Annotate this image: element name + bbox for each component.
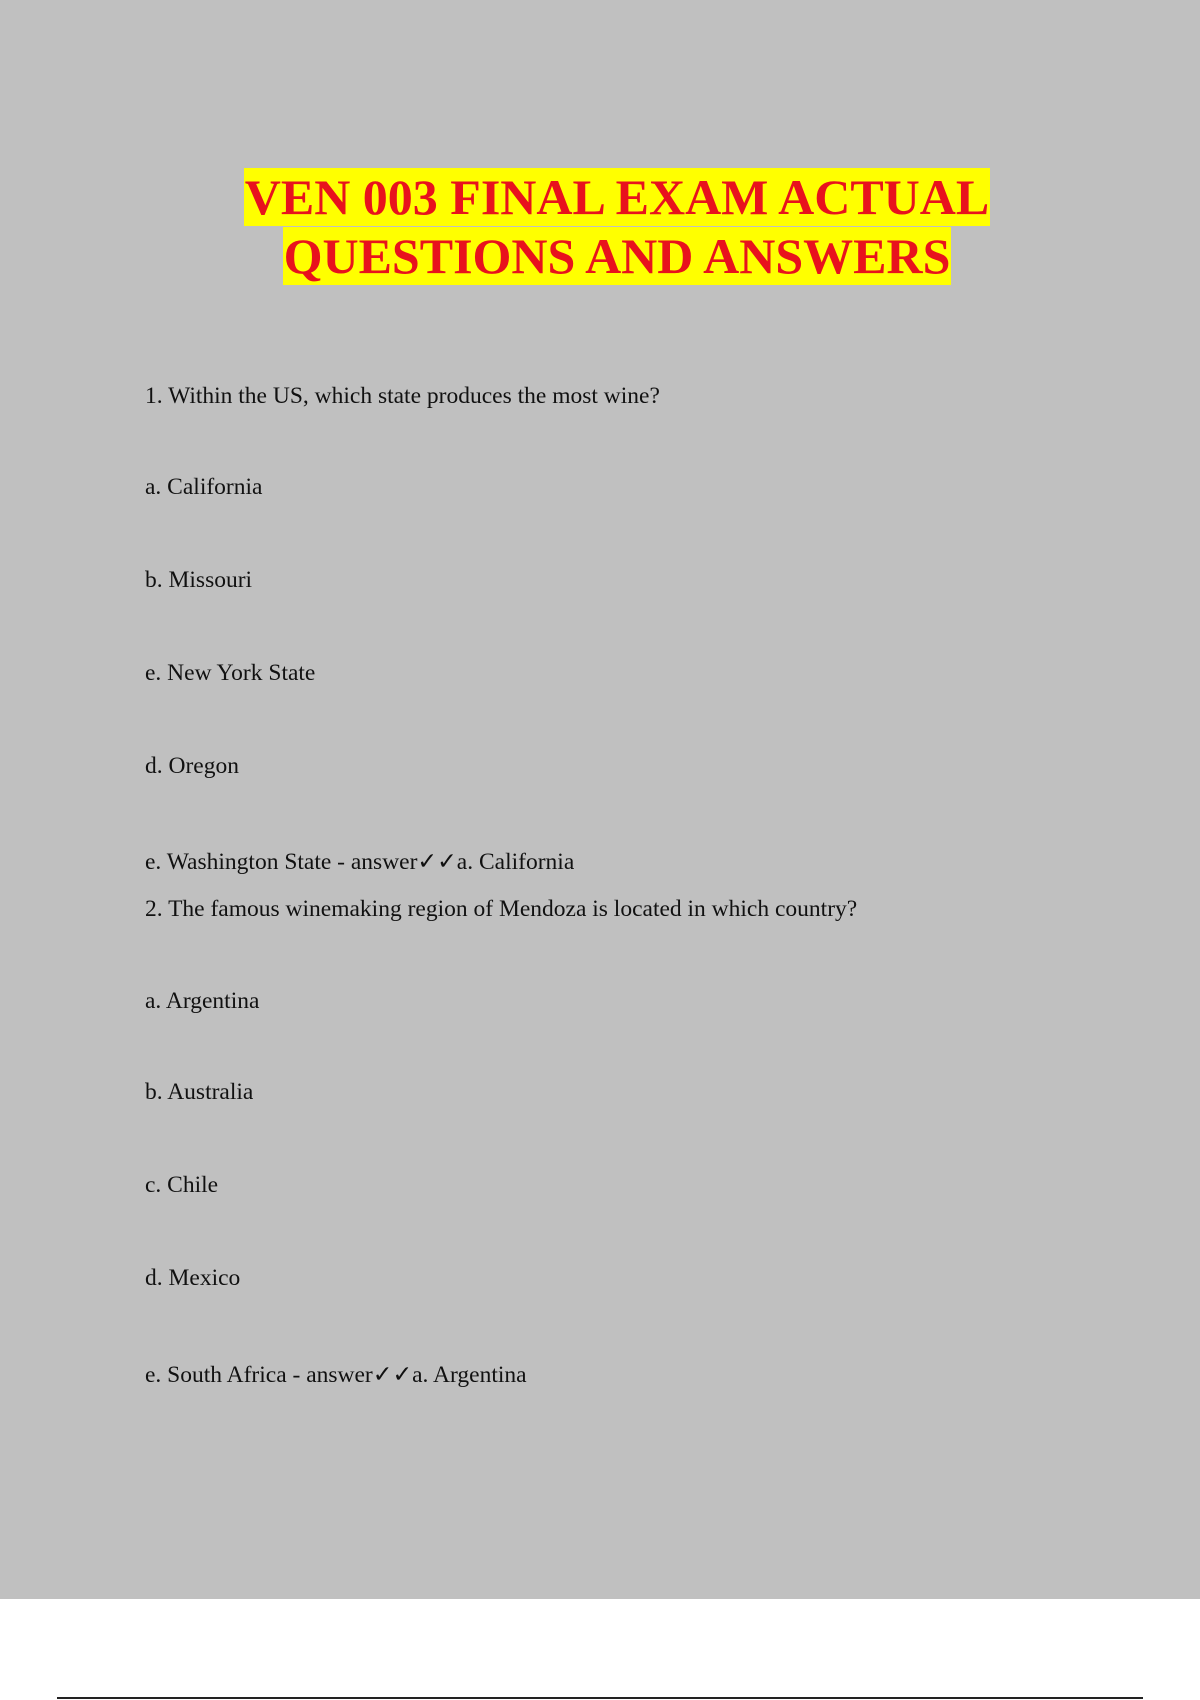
question-2-text: 2. The famous winemaking region of Mendoza is located in which country? (145, 896, 858, 922)
footer-divider (57, 1697, 1143, 1699)
question-2-option-d: d. Mexico (145, 1265, 241, 1291)
question-2-option-e-answer: e. South Africa - answer✓✓a. Argentina (145, 1362, 527, 1388)
title-line-1: VEN 003 FINAL EXAM ACTUAL (244, 169, 990, 225)
question-1-option-c: e. New York State (145, 660, 316, 686)
question-1-option-a: a. California (145, 474, 263, 500)
question-2-option-a: a. Argentina (145, 988, 260, 1014)
question-1-option-e-answer: e. Washington State - answer✓✓a. California (145, 849, 575, 875)
question-2-option-b: b. Australia (145, 1079, 254, 1105)
question-1-text: 1. Within the US, which state produces the most wine? (145, 383, 660, 409)
document-title (0, 168, 1200, 285)
question-1-option-b: b. Missouri (145, 567, 253, 593)
title-line-2: QUESTIONS AND ANSWERS (283, 228, 951, 284)
question-1-option-d: d. Oregon (145, 753, 239, 779)
question-2-option-c: c. Chile (145, 1172, 219, 1198)
